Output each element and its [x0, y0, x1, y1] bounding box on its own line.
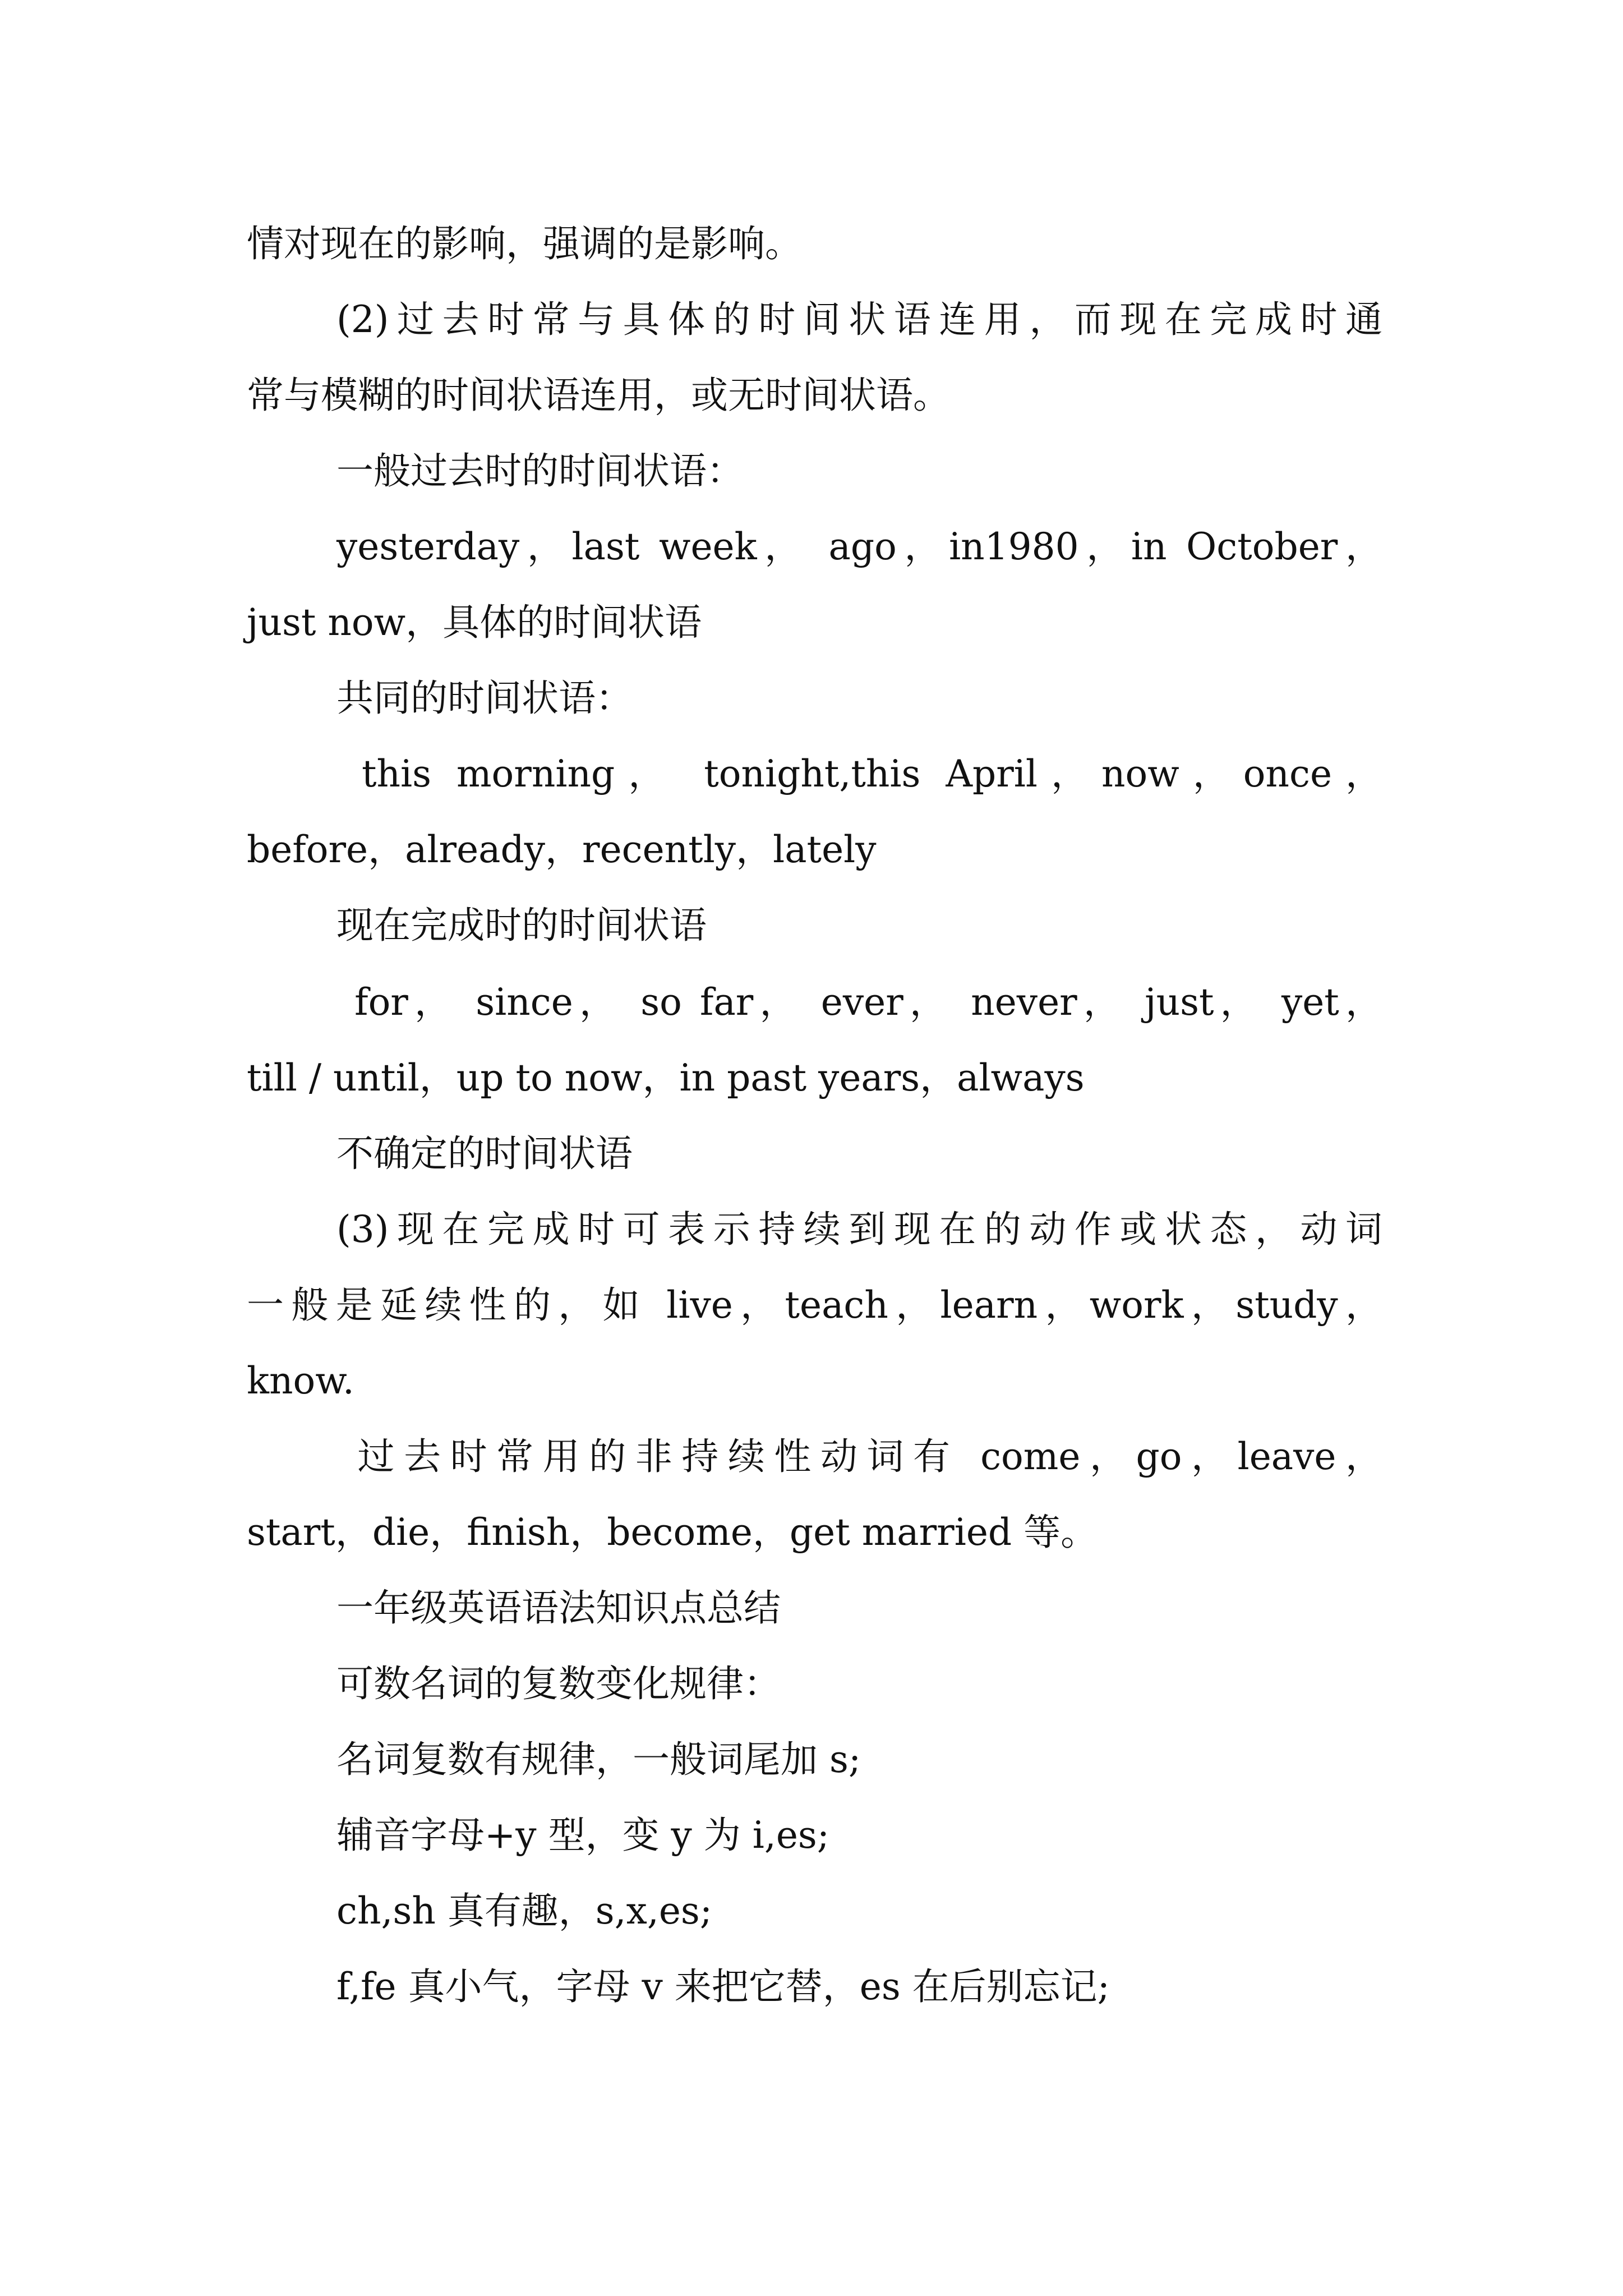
- text-line: (2)过去时常与具体的时间状语连用，而现在完成时通: [336, 298, 1382, 341]
- text-line: 现在完成时的时间状语: [336, 904, 707, 947]
- text-line: yesterday，last week， ago，in1980，in October，: [336, 525, 1382, 568]
- text-line: ch,sh 真有趣，s,x,es;: [336, 1889, 713, 1932]
- text-line: before，already，recently，lately: [247, 828, 877, 871]
- text-line: 不确定的时间状语: [336, 1132, 633, 1175]
- text-line: 一年级英语语法知识点总结: [336, 1586, 781, 1630]
- text-line: 一般是延续性的，如 live，teach，learn，work，study，: [247, 1283, 1382, 1327]
- text-line: till / until，up to now，in past years，always: [247, 1056, 1085, 1099]
- text-line: 辅音字母+y 型，变 y 为 i,es;: [336, 1814, 830, 1857]
- text-line: 过去时常用的非持续性动词有 come，go，leave，: [336, 1435, 1382, 1478]
- text-line: 名词复数有规律，一般词尾加 s;: [336, 1738, 861, 1781]
- text-line: start，die，finish，become，get married 等。: [247, 1511, 1098, 1554]
- text-line: f,fe 真小气，字母 v 来把它替，es 在后别忘记;: [336, 1965, 1110, 2008]
- text-line: 情对现在的影响，强调的是影响。: [247, 222, 802, 265]
- text-line: for， since， so far， ever， never， just， yet，: [336, 981, 1382, 1024]
- text-line: (3)现在完成时可表示持续到现在的动作或状态，动词: [336, 1208, 1382, 1251]
- text-line: 可数名词的复数变化规律：: [336, 1662, 781, 1705]
- text-line: know.: [247, 1359, 354, 1402]
- text-line: just now，具体的时间状语: [247, 601, 702, 644]
- text-line: 常与模糊的时间状语连用，或无时间状语。: [247, 374, 950, 417]
- text-line: 一般过去时的时间状语：: [336, 449, 744, 493]
- text-line: 共同的时间状语：: [336, 677, 633, 720]
- text-line: this morning， tonight,this April，now，once，: [336, 752, 1382, 795]
